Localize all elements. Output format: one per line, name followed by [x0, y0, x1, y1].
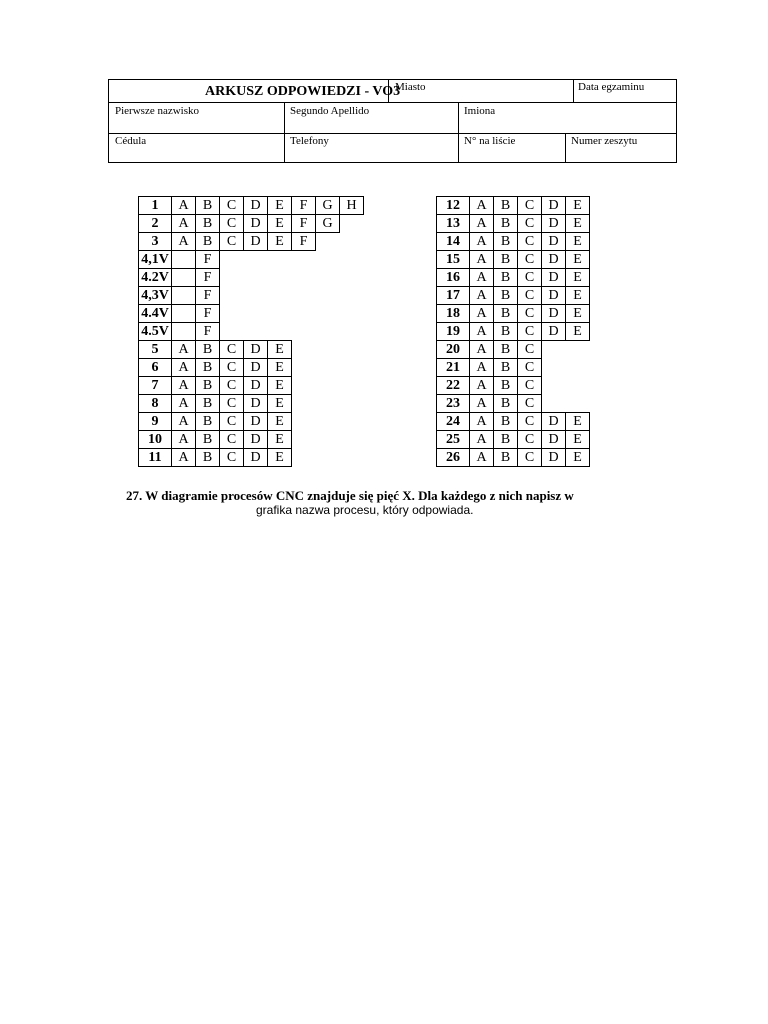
- empty-cell: [566, 341, 590, 359]
- answer-option[interactable]: C: [220, 377, 244, 395]
- empty-cell: [542, 359, 566, 377]
- question-number: 10: [139, 431, 172, 449]
- answer-row: [437, 323, 590, 341]
- answer-option[interactable]: D: [542, 233, 566, 251]
- answer-option[interactable]: [172, 305, 196, 323]
- empty-cell: [220, 287, 244, 305]
- question-number: 4,3V: [139, 287, 172, 305]
- answer-option[interactable]: A: [470, 215, 494, 233]
- answer-option[interactable]: C: [220, 413, 244, 431]
- empty-cell: [244, 269, 268, 287]
- phones-field-label[interactable]: Telefony: [290, 135, 329, 147]
- answer-option[interactable]: B: [196, 215, 220, 233]
- answer-option[interactable]: B: [494, 359, 518, 377]
- answer-option[interactable]: A: [470, 287, 494, 305]
- answer-option[interactable]: C: [220, 341, 244, 359]
- answer-option[interactable]: B: [196, 431, 220, 449]
- answer-option[interactable]: D: [244, 431, 268, 449]
- list-number-field-label[interactable]: N° na liście: [464, 135, 516, 147]
- empty-cell: [244, 251, 268, 269]
- empty-cell: [542, 395, 566, 413]
- empty-cell: [292, 305, 316, 323]
- answer-row: [139, 287, 364, 305]
- answer-row: [139, 197, 364, 215]
- empty-cell: [292, 251, 316, 269]
- answer-option[interactable]: G: [316, 197, 340, 215]
- answer-option[interactable]: E: [566, 413, 590, 431]
- empty-cell: [316, 449, 340, 467]
- answer-option[interactable]: A: [470, 305, 494, 323]
- answer-option[interactable]: E: [268, 413, 292, 431]
- answer-row: [139, 341, 364, 359]
- empty-cell: [316, 323, 340, 341]
- question-number: 22: [437, 377, 470, 395]
- empty-cell: [340, 323, 364, 341]
- answer-option[interactable]: [172, 287, 196, 305]
- question-number: 14: [437, 233, 470, 251]
- empty-cell: [268, 251, 292, 269]
- answer-option[interactable]: A: [172, 359, 196, 377]
- answer-option[interactable]: C: [518, 359, 542, 377]
- question-27-text: 27. W diagramie procesów CNC znajduje się pięć X. Dla każdego z nich napisz w: [126, 488, 574, 503]
- empty-cell: [316, 233, 340, 251]
- answer-option[interactable]: C: [518, 215, 542, 233]
- answer-option[interactable]: E: [268, 233, 292, 251]
- answer-option[interactable]: C: [518, 269, 542, 287]
- answer-row: [139, 251, 364, 269]
- question-number: 7: [139, 377, 172, 395]
- answer-option[interactable]: A: [470, 377, 494, 395]
- answer-row: [139, 305, 364, 323]
- answer-option[interactable]: [172, 269, 196, 287]
- answer-option[interactable]: [172, 251, 196, 269]
- answer-row: [437, 431, 590, 449]
- answer-option[interactable]: C: [518, 323, 542, 341]
- answer-row: [437, 413, 590, 431]
- answer-option[interactable]: B: [196, 233, 220, 251]
- second-surname-field-label[interactable]: Segundo Apellido: [290, 105, 370, 117]
- empty-cell: [268, 287, 292, 305]
- answer-option[interactable]: A: [172, 215, 196, 233]
- empty-cell: [340, 233, 364, 251]
- answer-option[interactable]: C: [518, 197, 542, 215]
- answer-option[interactable]: A: [172, 449, 196, 467]
- question-number: 12: [437, 197, 470, 215]
- answer-option[interactable]: C: [518, 341, 542, 359]
- answer-row: [437, 305, 590, 323]
- id-card-field-label[interactable]: Cédula: [115, 135, 147, 147]
- empty-cell: [292, 341, 316, 359]
- answer-row: [437, 269, 590, 287]
- answer-option[interactable]: B: [196, 359, 220, 377]
- answer-option[interactable]: C: [518, 233, 542, 251]
- answer-option[interactable]: B: [196, 395, 220, 413]
- answer-option[interactable]: C: [220, 395, 244, 413]
- answer-option[interactable]: C: [220, 431, 244, 449]
- question-number: 19: [437, 323, 470, 341]
- empty-cell: [292, 287, 316, 305]
- empty-cell: [316, 287, 340, 305]
- answer-option[interactable]: C: [518, 377, 542, 395]
- answer-option[interactable]: D: [244, 395, 268, 413]
- answer-option[interactable]: C: [518, 305, 542, 323]
- first-surname-field-label[interactable]: Pierwsze nazwisko: [115, 105, 200, 117]
- answer-option[interactable]: E: [268, 341, 292, 359]
- header-form: [108, 79, 677, 163]
- answer-option[interactable]: E: [268, 359, 292, 377]
- answer-row: [139, 431, 364, 449]
- empty-cell: [340, 449, 364, 467]
- question-27-continuation: grafika nazwa procesu, który odpowiada.: [256, 503, 474, 517]
- answer-option[interactable]: A: [172, 341, 196, 359]
- answer-option[interactable]: D: [542, 197, 566, 215]
- answer-option[interactable]: E: [268, 395, 292, 413]
- answer-option[interactable]: A: [470, 431, 494, 449]
- answer-row: [139, 323, 364, 341]
- answer-option[interactable]: E: [268, 197, 292, 215]
- answer-option[interactable]: A: [470, 395, 494, 413]
- question-number: 4.4V: [139, 305, 172, 323]
- empty-cell: [220, 251, 244, 269]
- form-title: ARKUSZ ODPOWIEDZI - VO3: [205, 84, 401, 99]
- empty-cell: [268, 323, 292, 341]
- answer-option[interactable]: A: [470, 413, 494, 431]
- answer-option[interactable]: D: [542, 251, 566, 269]
- answer-option[interactable]: A: [172, 377, 196, 395]
- answer-option[interactable]: B: [494, 305, 518, 323]
- answer-option[interactable]: D: [244, 197, 268, 215]
- question-number: 1: [139, 197, 172, 215]
- answer-option[interactable]: E: [566, 197, 590, 215]
- answer-option[interactable]: B: [196, 377, 220, 395]
- answer-row: [437, 359, 590, 377]
- answer-option[interactable]: F: [292, 233, 316, 251]
- empty-cell: [268, 269, 292, 287]
- answer-option[interactable]: C: [518, 431, 542, 449]
- answer-row: [437, 251, 590, 269]
- empty-cell: [340, 359, 364, 377]
- question-number: 21: [437, 359, 470, 377]
- answer-option[interactable]: D: [244, 377, 268, 395]
- empty-cell: [292, 431, 316, 449]
- answer-option[interactable]: F: [196, 251, 220, 269]
- answer-option[interactable]: E: [268, 449, 292, 467]
- answer-row: [139, 413, 364, 431]
- empty-cell: [340, 287, 364, 305]
- answer-option[interactable]: C: [220, 215, 244, 233]
- empty-cell: [292, 323, 316, 341]
- answer-row: [139, 215, 364, 233]
- answer-option[interactable]: A: [470, 197, 494, 215]
- answer-option[interactable]: D: [542, 323, 566, 341]
- answer-option[interactable]: C: [518, 287, 542, 305]
- empty-cell: [566, 359, 590, 377]
- question-number: 17: [437, 287, 470, 305]
- answer-option[interactable]: D: [244, 359, 268, 377]
- answer-option[interactable]: B: [494, 269, 518, 287]
- question-number: 3: [139, 233, 172, 251]
- answer-option[interactable]: E: [566, 431, 590, 449]
- answer-row: [139, 269, 364, 287]
- answer-option[interactable]: A: [172, 197, 196, 215]
- answer-option[interactable]: D: [542, 305, 566, 323]
- empty-cell: [316, 269, 340, 287]
- booklet-number-field-label[interactable]: Numer zeszytu: [571, 135, 638, 147]
- answer-grid-left: [138, 196, 364, 467]
- answer-row: [437, 197, 590, 215]
- question-number: 20: [437, 341, 470, 359]
- empty-cell: [542, 377, 566, 395]
- answer-option[interactable]: C: [220, 197, 244, 215]
- answer-option[interactable]: B: [494, 413, 518, 431]
- question-number: 4.5V: [139, 323, 172, 341]
- answer-row: [437, 449, 590, 467]
- exam-date-field-label[interactable]: Data egzaminu: [578, 81, 645, 93]
- answer-option[interactable]: A: [470, 233, 494, 251]
- question-number: 24: [437, 413, 470, 431]
- empty-cell: [316, 377, 340, 395]
- empty-cell: [340, 431, 364, 449]
- answer-option[interactable]: A: [470, 251, 494, 269]
- answer-option[interactable]: [172, 323, 196, 341]
- question-number: 11: [139, 449, 172, 467]
- answer-option[interactable]: D: [542, 287, 566, 305]
- empty-cell: [316, 251, 340, 269]
- answer-option[interactable]: F: [196, 287, 220, 305]
- empty-cell: [316, 341, 340, 359]
- answer-row: [437, 233, 590, 251]
- question-number: 6: [139, 359, 172, 377]
- answer-option[interactable]: A: [470, 341, 494, 359]
- answer-row: [139, 449, 364, 467]
- answer-option[interactable]: E: [566, 251, 590, 269]
- empty-cell: [292, 269, 316, 287]
- answer-option[interactable]: B: [494, 197, 518, 215]
- answer-option[interactable]: D: [244, 215, 268, 233]
- answer-option[interactable]: D: [542, 449, 566, 467]
- answer-option[interactable]: A: [172, 431, 196, 449]
- empty-cell: [316, 395, 340, 413]
- city-field-label[interactable]: Miasto: [395, 81, 426, 93]
- answer-option[interactable]: D: [542, 431, 566, 449]
- answer-option[interactable]: D: [542, 269, 566, 287]
- answer-option[interactable]: D: [244, 449, 268, 467]
- question-number: 5: [139, 341, 172, 359]
- empty-cell: [292, 395, 316, 413]
- answer-option[interactable]: G: [316, 215, 340, 233]
- answer-option[interactable]: E: [566, 215, 590, 233]
- answer-option[interactable]: E: [566, 305, 590, 323]
- answer-option[interactable]: E: [268, 215, 292, 233]
- answer-row: [437, 215, 590, 233]
- empty-cell: [316, 413, 340, 431]
- question-number: 23: [437, 395, 470, 413]
- answer-option[interactable]: F: [196, 323, 220, 341]
- answer-option[interactable]: F: [196, 305, 220, 323]
- answer-row: [437, 395, 590, 413]
- empty-cell: [268, 305, 292, 323]
- question-number: 15: [437, 251, 470, 269]
- empty-cell: [340, 377, 364, 395]
- empty-cell: [220, 269, 244, 287]
- question-number: 9: [139, 413, 172, 431]
- empty-cell: [292, 413, 316, 431]
- answer-option[interactable]: D: [542, 413, 566, 431]
- answer-option[interactable]: C: [518, 395, 542, 413]
- answer-option[interactable]: B: [196, 197, 220, 215]
- empty-cell: [340, 215, 364, 233]
- answer-row: [139, 395, 364, 413]
- answer-row: [139, 233, 364, 251]
- answer-option[interactable]: A: [470, 449, 494, 467]
- answer-option[interactable]: B: [494, 233, 518, 251]
- empty-cell: [340, 305, 364, 323]
- question-number: 26: [437, 449, 470, 467]
- answer-option[interactable]: C: [220, 449, 244, 467]
- answer-option[interactable]: A: [172, 413, 196, 431]
- question-number: 2: [139, 215, 172, 233]
- answer-option[interactable]: A: [470, 359, 494, 377]
- answer-option[interactable]: C: [518, 413, 542, 431]
- question-number: 25: [437, 431, 470, 449]
- answer-option[interactable]: D: [244, 341, 268, 359]
- empty-cell: [244, 287, 268, 305]
- answer-option[interactable]: F: [196, 269, 220, 287]
- answer-row: [437, 377, 590, 395]
- answer-option[interactable]: H: [340, 197, 364, 215]
- answer-option[interactable]: E: [566, 233, 590, 251]
- question-number: 8: [139, 395, 172, 413]
- answer-option[interactable]: D: [244, 413, 268, 431]
- answer-option[interactable]: B: [494, 377, 518, 395]
- empty-cell: [244, 305, 268, 323]
- answer-option[interactable]: A: [470, 323, 494, 341]
- answer-row: [139, 377, 364, 395]
- empty-cell: [340, 251, 364, 269]
- empty-cell: [220, 305, 244, 323]
- answer-option[interactable]: B: [196, 449, 220, 467]
- question-number: 4.2V: [139, 269, 172, 287]
- answer-option[interactable]: D: [542, 215, 566, 233]
- answer-row: [437, 287, 590, 305]
- answer-option[interactable]: B: [196, 413, 220, 431]
- answer-option[interactable]: D: [244, 233, 268, 251]
- answer-option[interactable]: E: [566, 449, 590, 467]
- empty-cell: [566, 377, 590, 395]
- question-number: 4,1V: [139, 251, 172, 269]
- answer-option[interactable]: C: [518, 449, 542, 467]
- answer-option[interactable]: C: [220, 359, 244, 377]
- empty-cell: [292, 359, 316, 377]
- answer-option[interactable]: E: [268, 431, 292, 449]
- answer-option[interactable]: B: [494, 395, 518, 413]
- answer-option[interactable]: F: [292, 197, 316, 215]
- answer-option[interactable]: B: [494, 323, 518, 341]
- answer-row: [139, 359, 364, 377]
- empty-cell: [292, 449, 316, 467]
- answer-option[interactable]: A: [470, 269, 494, 287]
- answer-option[interactable]: B: [494, 215, 518, 233]
- answer-option[interactable]: B: [196, 341, 220, 359]
- answer-row: [437, 341, 590, 359]
- answer-option[interactable]: E: [268, 377, 292, 395]
- empty-cell: [316, 431, 340, 449]
- question-number: 16: [437, 269, 470, 287]
- answer-option[interactable]: C: [220, 233, 244, 251]
- empty-cell: [316, 359, 340, 377]
- empty-cell: [340, 395, 364, 413]
- empty-cell: [340, 269, 364, 287]
- answer-option[interactable]: B: [494, 431, 518, 449]
- empty-cell: [566, 395, 590, 413]
- question-number: 18: [437, 305, 470, 323]
- answer-option[interactable]: E: [566, 323, 590, 341]
- empty-cell: [316, 305, 340, 323]
- answer-option[interactable]: E: [566, 269, 590, 287]
- empty-cell: [292, 377, 316, 395]
- empty-cell: [542, 341, 566, 359]
- answer-option[interactable]: B: [494, 287, 518, 305]
- empty-cell: [220, 323, 244, 341]
- answer-option[interactable]: F: [292, 215, 316, 233]
- answer-option[interactable]: C: [518, 251, 542, 269]
- empty-cell: [340, 341, 364, 359]
- answer-option[interactable]: B: [494, 341, 518, 359]
- names-field-label[interactable]: Imiona: [464, 105, 496, 117]
- empty-cell: [340, 413, 364, 431]
- answer-option[interactable]: E: [566, 287, 590, 305]
- answer-option[interactable]: B: [494, 449, 518, 467]
- empty-cell: [244, 323, 268, 341]
- question-number: 13: [437, 215, 470, 233]
- answer-option[interactable]: A: [172, 395, 196, 413]
- answer-option[interactable]: A: [172, 233, 196, 251]
- answer-grid-right: [436, 196, 590, 467]
- answer-option[interactable]: B: [494, 251, 518, 269]
